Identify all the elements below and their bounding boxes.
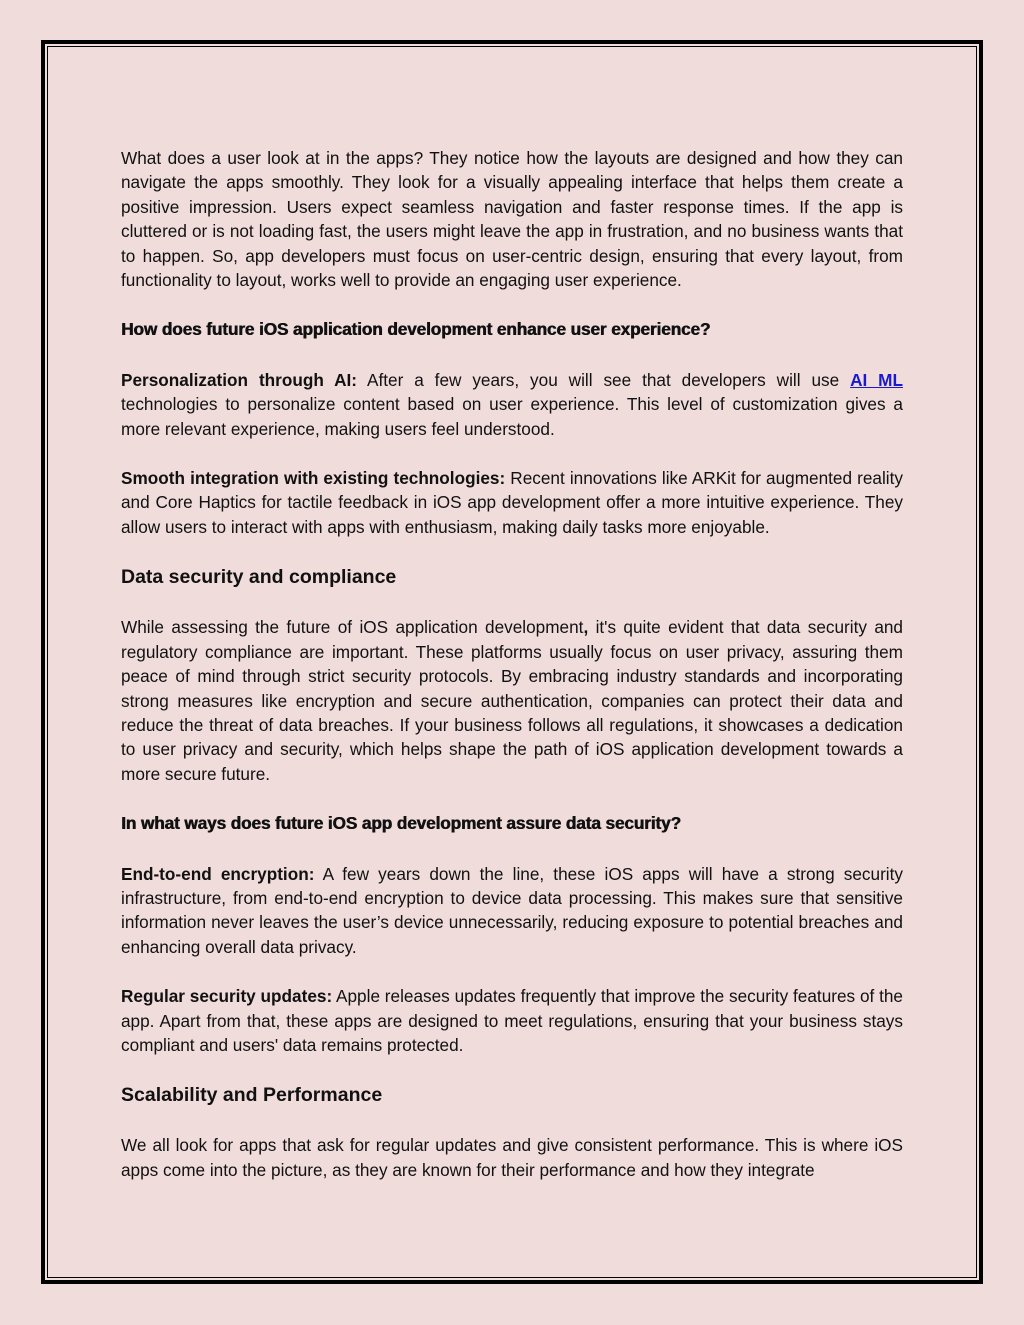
personalization-lead: Personalization through AI: xyxy=(121,369,358,390)
intro-paragraph: What does a user look at in the apps? They notice how the layouts are designed and how they can navigate the apps smoothly. They look for a visually appealing interface that helps them create a positive impression. Users expect seamless navigation and faster response times. If the app is cluttered or is not loading fast, the users might leave the app in frustration, and no business wants that to happen. So, app developers must focus on user-centric design, ensuring that every layout, from functionality to layout, works well to provide an engaging user experience. xyxy=(121,148,903,291)
personalization-paragraph xyxy=(121,368,903,441)
ai-ml-link[interactable]: AI ML xyxy=(850,369,903,390)
updates-paragraph xyxy=(121,984,903,1057)
personalization-text-after-link: technologies to personalize content based on user experience. This level of customization gives a more relevant experience, making users feel understood. xyxy=(121,394,903,439)
encryption-text: A few years down the line, these iOS apps will have a strong security infrastructure, from end-to-end encryption to device data processing. This makes sure that sensitive information never leaves the user’s device unnecessarily, reducing exposure to potential breaches and enhancing overall data privacy. xyxy=(121,863,903,957)
personalization-text-before-link: After a few years, you will see that developers will use xyxy=(357,369,851,390)
encryption-paragraph xyxy=(121,862,903,960)
scalability-section-heading: Scalability and Performance xyxy=(121,1084,383,1107)
ux-question-heading: How does future iOS application development enhance user experience? xyxy=(121,319,711,340)
document-body xyxy=(121,146,903,1182)
security-paragraph xyxy=(121,615,903,786)
updates-text: Apple releases updates frequently that improve the security features of the app. Apart from that, these apps are designed to meet regulations, ensuring that your business stays compliant and users' data remains protected. xyxy=(121,986,903,1055)
security-text-start: While assessing the future of iOS application development xyxy=(121,617,584,638)
integration-paragraph xyxy=(121,466,903,539)
security-question-heading: In what ways does future iOS app development assure data security? xyxy=(121,813,681,834)
security-section-heading: Data security and compliance xyxy=(121,566,397,589)
scalability-paragraph: We all look for apps that ask for regular updates and give consistent performance. This is where iOS apps come into the picture, as they are known for their performance and how they integrate xyxy=(121,1135,903,1180)
security-text-rest: it's quite evident that data security and regulatory compliance are important. These platforms usually focus on user privacy, assuring them peace of mind through strict security protocols. By embracing industry standards and incorporating strong measures like encryption and secure authentication, companies can protect their data and reduce the threat of data breaches. If your business follows all regulations, it showcases a dedication to user privacy and security, which helps shape the path of iOS application development towards a more secure future. xyxy=(121,617,903,784)
security-comma: , xyxy=(583,617,589,638)
integration-lead: Smooth integration with existing technologies: xyxy=(121,468,506,489)
encryption-lead: End-to-end encryption: xyxy=(121,863,315,884)
updates-lead: Regular security updates: xyxy=(121,986,333,1007)
integration-text: Recent innovations like ARKit for augmented reality and Core Haptics for tactile feedback in iOS app development offer a more intuitive experience. They allow users to interact with apps with enthusiasm, making daily tasks more enjoyable. xyxy=(121,468,903,537)
